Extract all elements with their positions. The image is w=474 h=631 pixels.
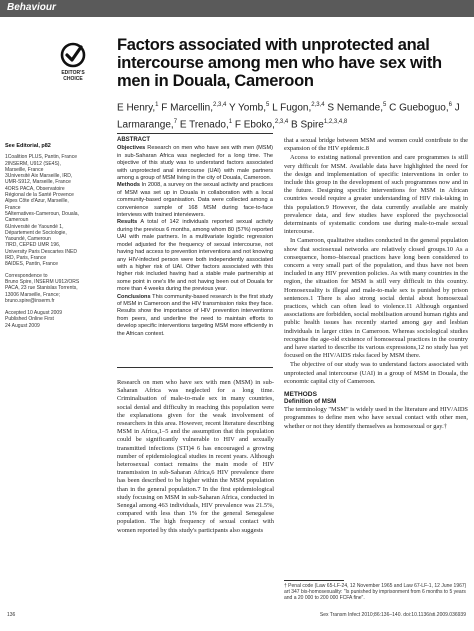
footnote-rule bbox=[284, 580, 344, 581]
abstract-bottom-rule bbox=[117, 367, 273, 368]
abstract-results: Results A total of 142 individuals reported sexual activity during the previous 6 months, among whom 80 (57%) reported UAI with male partners. In a multivariate logistic regression model adjusted for the frequency of sexual intercourse, not having had access to prevention interventions and not knowing any HIV-infected person were both independently associated with a higher risk of UAI. Other factors associated with this higher risk included having had a stable male partnership at some point in one's life and not having been out of Douala for more than 4 weeks during the previous year. bbox=[117, 219, 274, 293]
author-affiliation-marker: 1,2,3,4,8 bbox=[323, 119, 348, 126]
body-paragraph: Access to existing national prevention and care programmes is still very difficult for MSM. Available data have highlighted the need for the design and implementation of specific interventions in order to include this group in the development of such programmes now and in the future. Designing specific interventions for MSM in African countries would require a greater understanding of HIV risk-taking in this population.9 However, the data currently available are mainly prevalence data, and few studies have explored the psychosocial determinants of systematic condom use during male-to-male sexual intercourse. bbox=[284, 154, 468, 236]
author-name: Y Yomb, bbox=[228, 102, 267, 114]
author-affiliation-marker: 5 bbox=[266, 102, 270, 108]
footnote: † Penal code (Law 65-LF-24, 12 November 1965 and Law 67-LF-1, 12 June 1967) art 347 bis-homosexuality: "Is punished by imprisonment from 6 months to 5 years and a 20 000 to 200 000 FCFA fine". bbox=[284, 583, 467, 602]
author-affiliation-marker: 2,3,4 bbox=[311, 102, 325, 108]
page-number: 136 bbox=[7, 612, 16, 618]
section-label: Behaviour bbox=[7, 2, 56, 13]
abstract-conclusions: Conclusions This community-based research is the first study of MSM in Cameroon and the HIV transmission risks they face. Results show the importance of HIV prevention interventions from peers, and underline the need to maintain efforts to develop specific interventions targeting MSM more efficiently in the African context. bbox=[117, 293, 274, 337]
author-affiliation-marker: 7 bbox=[173, 119, 178, 126]
author-affiliation-marker: 2,3,4 bbox=[274, 119, 289, 126]
author-affiliation-marker: 2,3,4 bbox=[212, 102, 227, 108]
body-column-right bbox=[284, 137, 468, 432]
publication-dates: Accepted 10 August 2009 Published Online First 24 August 2009 bbox=[5, 310, 62, 329]
see-editorial-link[interactable]: See Editorial, p82 bbox=[5, 143, 51, 149]
journal-reference: Sex Transm Infect 2010;86:136–140. doi:10.1136/sti.2009.036939 bbox=[319, 612, 466, 618]
sidebar bbox=[5, 143, 80, 329]
author-affiliation-marker: 1 bbox=[228, 119, 233, 126]
body-column-left bbox=[117, 379, 274, 536]
methods-heading: METHODS bbox=[284, 391, 317, 399]
author-name: F Marcellin, bbox=[161, 102, 213, 114]
author-affiliation-marker: 5 bbox=[383, 102, 387, 108]
author-name: E Trenado, bbox=[179, 119, 229, 131]
author-name: F Eboko, bbox=[234, 119, 275, 131]
abstract bbox=[117, 137, 273, 338]
body-paragraph: The objective of our study was to understand factors associated with unprotected anal intercourse (UAI) in a group of MSM in Douala, the economic capital city of Cameroon. bbox=[284, 361, 468, 385]
abstract-heading: ABSTRACT bbox=[117, 137, 150, 143]
body-paragraph: Research on men who have sex with men (MSM) in sub-Saharan Africa was neglected for a long time. Criminalisation of male-to-male sex in many countries, social denial and difficulty in reaching this population were the explanations given for the weak involvement of researchers in this area. However, recent literature describing MSM in Africa,1–5 and the assumption that this population could be significantly vulnerable to HIV and sexually transmitted infections (STI)4 6 has encouraged a growing number of epidemiological studies in recent years. Although heterosexual contact remains the main mode of HIV transmission in sub-Saharan Africa,6 HIV prevalence there has been described to be higher within the MSM population than in the general population.7 In the first epidemiological study focusing on MSM in sub-Saharan Africa, conducted in Senegal among 463 individuals, HIV prevalence was 21.5%, compared with less than 1% for the general Senegalese population. The high frequency of sexual contact with women reported by this study's participants also suggests bbox=[117, 379, 274, 534]
author-name: L Fugon, bbox=[272, 102, 312, 114]
author-affiliation-marker: 1 bbox=[155, 102, 159, 108]
author-name: B Spire bbox=[291, 119, 324, 131]
correspondence: Correspondence to Bruno Spire, INSERM U912/ORS PACA, 23 rue Stanislas Torrents, 13006 Marseille, France; bruno.spire@inserm.fr bbox=[5, 272, 80, 304]
methods-subheading: Definition of MSM bbox=[284, 398, 337, 406]
section-header-bar bbox=[0, 0, 474, 17]
abstract-methods: Methods In 2008, a survey on the sexual activity and practices of MSM was set up in Douala in collaboration with a local community-based organisation. Data were collected among a convenience sample of 168 MSM during face-to-face interviews with trained interviewers. bbox=[117, 182, 273, 219]
author-list bbox=[117, 98, 467, 133]
methods-paragraph: The terminology "MSM" is widely used in the literature and HIV/AIDS programmes to define men who have sexual contact with other men, whether or not they identify themselves as homosexual or gay.† bbox=[284, 406, 468, 430]
article-title: Factors associated with unprotected anal intercourse among men who have sex with men in Douala, Cameroon bbox=[117, 36, 442, 90]
editors-choice-badge bbox=[56, 42, 90, 82]
author-name: C Gueboguo, bbox=[389, 102, 449, 114]
author-affiliation-marker: 6 bbox=[448, 102, 452, 108]
author-name: S Nemande, bbox=[327, 102, 383, 114]
editors-choice-label: EDITOR'S CHOICE bbox=[61, 70, 85, 82]
body-paragraph: that a sexual bridge between MSM and women could contribute to the expansion of the HIV epidemic.8 bbox=[284, 137, 468, 153]
author-name: J Larmarange, bbox=[117, 102, 460, 131]
page-footer bbox=[0, 612, 474, 624]
abstract-objectives: Objectives Research on men who have sex with men (MSM) in sub-Saharan Africa was neglected for a long time. The objective of this study was to understand factors associated with unprotected anal intercourse (UAI) with male partners among a group of MSM living in the city of Douala, Cameroon. bbox=[117, 145, 273, 182]
author-name: E Henry, bbox=[117, 102, 156, 114]
affiliations: 1Coalition PLUS, Pantin, France 2INSERM, U912 (SE4S), Marseille, France 3Université Aix Marseille, IRD, UMR-S912, Marseille, France 4ORS PACA, Observatoire Régional de la Santé Provence Alpes Côte d'Azur, Marseille, France 5Alternatives-Cameroun, Douala, Cameroun 6Université de Yaoundé 1, Département de Sociologie, Yaoundé, Cameroun 7IRD, CEPED UMR 196, University Paris Descartes INED IRD, Paris, France 8AIDES, Pantin, France bbox=[5, 154, 79, 268]
abstract-top-rule bbox=[117, 133, 273, 134]
body-paragraph: In Cameroon, qualitative studies conducted in the general population show that sociosexual networks are relatively closed groups.10 As a consequence, homo–bisexual practices have long been considered to concern a very small part of the population, and thus have not been included in any HIV prevention policies. As with many countries in the region, the situation for MSM is still very difficult in this country. Homosexuality is illegal and male-to-male sex is punished by prison sentences.1 There is also strong social denial about homosexual practices, which can often lead to violence.11 Although organised associations are forbidden, social mobilisation around human rights and public health issues has recently started among gay and lesbian individuals in larger cities in Cameroon. Whereas sociological studies recognise the age-old existence of homosexual practices in the country and have started to describe its various expressions,12 no study has yet focused on the HIV/AIDS risks faced by MSM there. bbox=[284, 237, 468, 360]
checkmark-icon bbox=[60, 42, 86, 68]
